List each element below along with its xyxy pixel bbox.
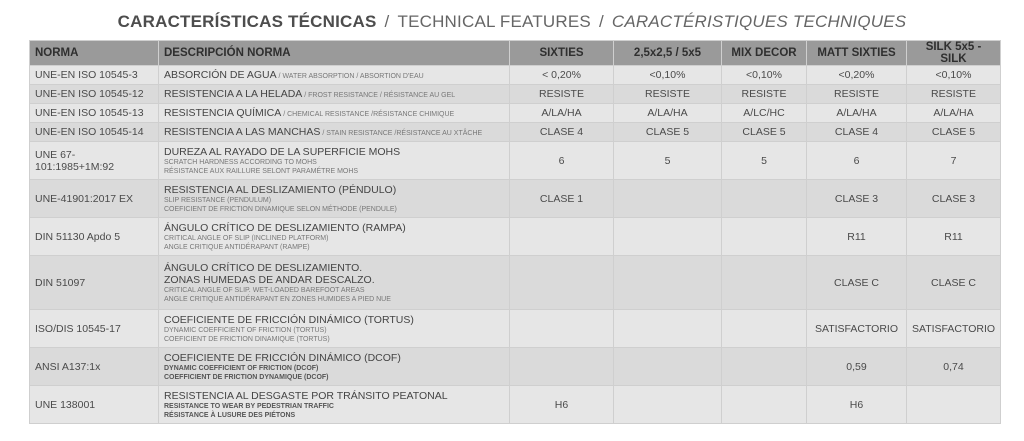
value-cell: CLASE 4 — [510, 123, 614, 142]
value-cell: H6 — [807, 386, 907, 424]
value-cell: <0,10% — [614, 66, 722, 85]
value-cell: A/LA/HA — [614, 104, 722, 123]
norma-cell: UNE-EN ISO 10545-3 — [30, 66, 159, 85]
table-row — [30, 310, 1001, 348]
value-cell: CLASE C — [907, 256, 1001, 310]
value-cell: A/LC/HC — [722, 104, 807, 123]
description-translation: CRITICAL ANGLE OF SLIP (INCLINED PLATFORM) — [164, 234, 329, 242]
value-cell: CLASE 3 — [807, 180, 907, 218]
value-cell: <0,10% — [722, 66, 807, 85]
description-cell — [159, 310, 510, 348]
norma-cell: DIN 51130 Apdo 5 — [30, 218, 159, 256]
norma-cell: UNE-EN ISO 10545-12 — [30, 85, 159, 104]
description-translation: / CHEMICAL RESISTANCE /RÉSISTANCE CHIMIQUE — [281, 111, 455, 118]
value-cell — [722, 180, 807, 218]
value-cell — [722, 218, 807, 256]
description-main: ABSORCIÓN DE AGUA — [164, 69, 277, 81]
description-translation: SCRATCH HARDNESS ACCORDING TO MOHS — [164, 158, 317, 166]
value-cell — [614, 218, 722, 256]
description-main: COEFICIENTE DE FRICCIÓN DINÁMICO (TORTUS) — [164, 313, 414, 326]
description-main: RESISTENCIA A LA HELADA — [164, 88, 303, 100]
value-cell: RESISTE — [614, 85, 722, 104]
norma-cell: UNE-EN ISO 10545-13 — [30, 104, 159, 123]
description-main: RESISTENCIA A LAS MANCHAS — [164, 126, 321, 138]
value-cell: 5 — [614, 142, 722, 180]
value-cell: H6 — [510, 386, 614, 424]
table-row — [30, 85, 1001, 104]
description-main: ÁNGULO CRÍTICO DE DESLIZAMIENTO (RAMPA) — [164, 221, 406, 234]
description-cell — [159, 104, 510, 123]
column-header-sixties: SIXTIES — [510, 41, 614, 66]
description-main: COEFICIENTE DE FRICCIÓN DINÁMICO (DCOF) — [164, 351, 401, 364]
description-cell — [159, 123, 510, 142]
norma-cell: DIN 51097 — [30, 256, 159, 310]
column-header-descripcion: DESCRIPCIÓN NORMA — [159, 41, 510, 66]
table-header-row — [30, 41, 1001, 66]
title-separator: / — [598, 12, 604, 31]
column-header-silk: SILK 5x5 - SILK — [907, 41, 1001, 66]
page-title — [0, 12, 1024, 32]
description-translation: RÉSISTANCE À LUSURE DES PIÉTONS — [164, 411, 296, 419]
description-translation: DYNAMIC COEFFICIENT OF FRICTION (DCOF) — [164, 364, 319, 372]
value-cell — [614, 386, 722, 424]
title-french: CARACTÉRISTIQUES TECHNIQUES — [611, 12, 907, 31]
value-cell — [722, 256, 807, 310]
table-row — [30, 104, 1001, 123]
value-cell: A/LA/HA — [907, 104, 1001, 123]
column-header-matt-sixties: MATT SIXTIES — [807, 41, 907, 66]
value-cell: RESISTE — [510, 85, 614, 104]
value-cell: R11 — [907, 218, 1001, 256]
description-cell — [159, 85, 510, 104]
value-cell — [510, 218, 614, 256]
norma-cell: ANSI A137:1x — [30, 348, 159, 386]
description-cell — [159, 180, 510, 218]
table-row — [30, 66, 1001, 85]
value-cell: R11 — [807, 218, 907, 256]
norma-cell: UNE-EN ISO 10545-14 — [30, 123, 159, 142]
value-cell: A/LA/HA — [510, 104, 614, 123]
table-row — [30, 180, 1001, 218]
value-cell — [614, 256, 722, 310]
value-cell: RESISTE — [907, 85, 1001, 104]
table-row — [30, 142, 1001, 180]
description-translation: / FROST RESISTANCE / RÉSISTANCE AU GEL — [302, 92, 456, 99]
description-translation: ANGLE CRITIQUE ANTIDÉRAPANT (RAMPE) — [164, 243, 310, 251]
value-cell: CLASE 4 — [807, 123, 907, 142]
value-cell — [510, 310, 614, 348]
description-translation: COEFICIENT DE FRICTION DINAMIQUE SELON MÉTHODE (PENDULE) — [164, 205, 397, 213]
norma-cell: UNE 138001 — [30, 386, 159, 424]
value-cell: 5 — [722, 142, 807, 180]
value-cell: 6 — [510, 142, 614, 180]
description-main: ZONAS HUMEDAS DE ANDAR DESCALZO. — [164, 273, 375, 286]
value-cell: 6 — [807, 142, 907, 180]
description-translation: RESISTANCE TO WEAR BY PEDESTRIAN TRAFFIC — [164, 402, 334, 410]
value-cell: SATISFACTORIO — [807, 310, 907, 348]
description-translation: / WATER ABSORPTION / ABSORTION D'EAU — [276, 73, 424, 80]
table-row — [30, 123, 1001, 142]
description-translation: CRITICAL ANGLE OF SLIP. WET-LOADED BAREFOOT AREAS — [164, 286, 365, 294]
title-separator: / — [384, 12, 390, 31]
description-translation: ANGLE CRITIQUE ANTIDÉRAPANT EN ZONES HUMIDES A PIED NUE — [164, 295, 391, 303]
description-translation: DYNAMIC COEFFICIENT OF FRICTION (TORTUS) — [164, 326, 327, 334]
description-cell — [159, 348, 510, 386]
description-translation: SLIP RESISTANCE (PENDULUM) — [164, 196, 272, 204]
norma-cell: UNE-41901:2017 EX — [30, 180, 159, 218]
description-cell — [159, 256, 510, 310]
value-cell — [722, 348, 807, 386]
value-cell — [907, 386, 1001, 424]
description-cell — [159, 66, 510, 85]
value-cell: CLASE C — [807, 256, 907, 310]
description-main: RESISTENCIA AL DESGASTE POR TRÁNSITO PEATONAL — [164, 389, 448, 402]
table-row — [30, 386, 1001, 424]
table-row — [30, 256, 1001, 310]
description-translation: COEFICIENT DE FRICTION DINAMIQUE (TORTUS) — [164, 335, 330, 343]
technical-features-table — [29, 40, 1001, 424]
description-cell — [159, 386, 510, 424]
description-main: ÁNGULO CRÍTICO DE DESLIZAMIENTO. — [164, 261, 363, 274]
column-header-mix-decor: MIX DECOR — [722, 41, 807, 66]
value-cell: RESISTE — [807, 85, 907, 104]
description-translation: COEFFICIENT DE FRICTION DYNAMIQUE (DCOF) — [164, 373, 329, 381]
table-row — [30, 348, 1001, 386]
description-translation: / STAIN RESISTANCE /RÉSISTANCE AU XTÂCHE — [320, 130, 483, 137]
value-cell — [722, 386, 807, 424]
value-cell: < 0,20% — [510, 66, 614, 85]
column-header-norma: NORMA — [30, 41, 159, 66]
value-cell: SATISFACTORIO — [907, 310, 1001, 348]
description-main: RESISTENCIA AL DESLIZAMIENTO (PÉNDULO) — [164, 183, 397, 196]
column-header-2x2-5x5: 2,5x2,5 / 5x5 — [614, 41, 722, 66]
title-english: TECHNICAL FEATURES — [397, 12, 591, 31]
value-cell: CLASE 3 — [907, 180, 1001, 218]
norma-cell: UNE 67-101:1985+1M:92 — [30, 142, 159, 180]
value-cell: 0,74 — [907, 348, 1001, 386]
description-translation: RÉSISTANCE AUX RAILLURE SELONT PARAMÉTRE MOHS — [164, 167, 359, 175]
value-cell — [614, 348, 722, 386]
value-cell: 7 — [907, 142, 1001, 180]
value-cell: A/LA/HA — [807, 104, 907, 123]
value-cell: <0,10% — [907, 66, 1001, 85]
value-cell: RESISTE — [722, 85, 807, 104]
description-cell — [159, 142, 510, 180]
value-cell — [722, 310, 807, 348]
value-cell: CLASE 1 — [510, 180, 614, 218]
value-cell — [614, 310, 722, 348]
description-main: RESISTENCIA QUÍMICA — [164, 107, 282, 119]
value-cell: 0,59 — [807, 348, 907, 386]
description-main: DUREZA AL RAYADO DE LA SUPERFICIE MOHS — [164, 145, 401, 158]
description-cell — [159, 218, 510, 256]
value-cell: CLASE 5 — [614, 123, 722, 142]
norma-cell: ISO/DIS 10545-17 — [30, 310, 159, 348]
value-cell — [510, 348, 614, 386]
value-cell — [614, 180, 722, 218]
value-cell: CLASE 5 — [907, 123, 1001, 142]
value-cell: CLASE 5 — [722, 123, 807, 142]
value-cell: <0,20% — [807, 66, 907, 85]
value-cell — [510, 256, 614, 310]
table-row — [30, 218, 1001, 256]
title-spanish: CARACTERÍSTICAS TÉCNICAS — [117, 12, 377, 31]
